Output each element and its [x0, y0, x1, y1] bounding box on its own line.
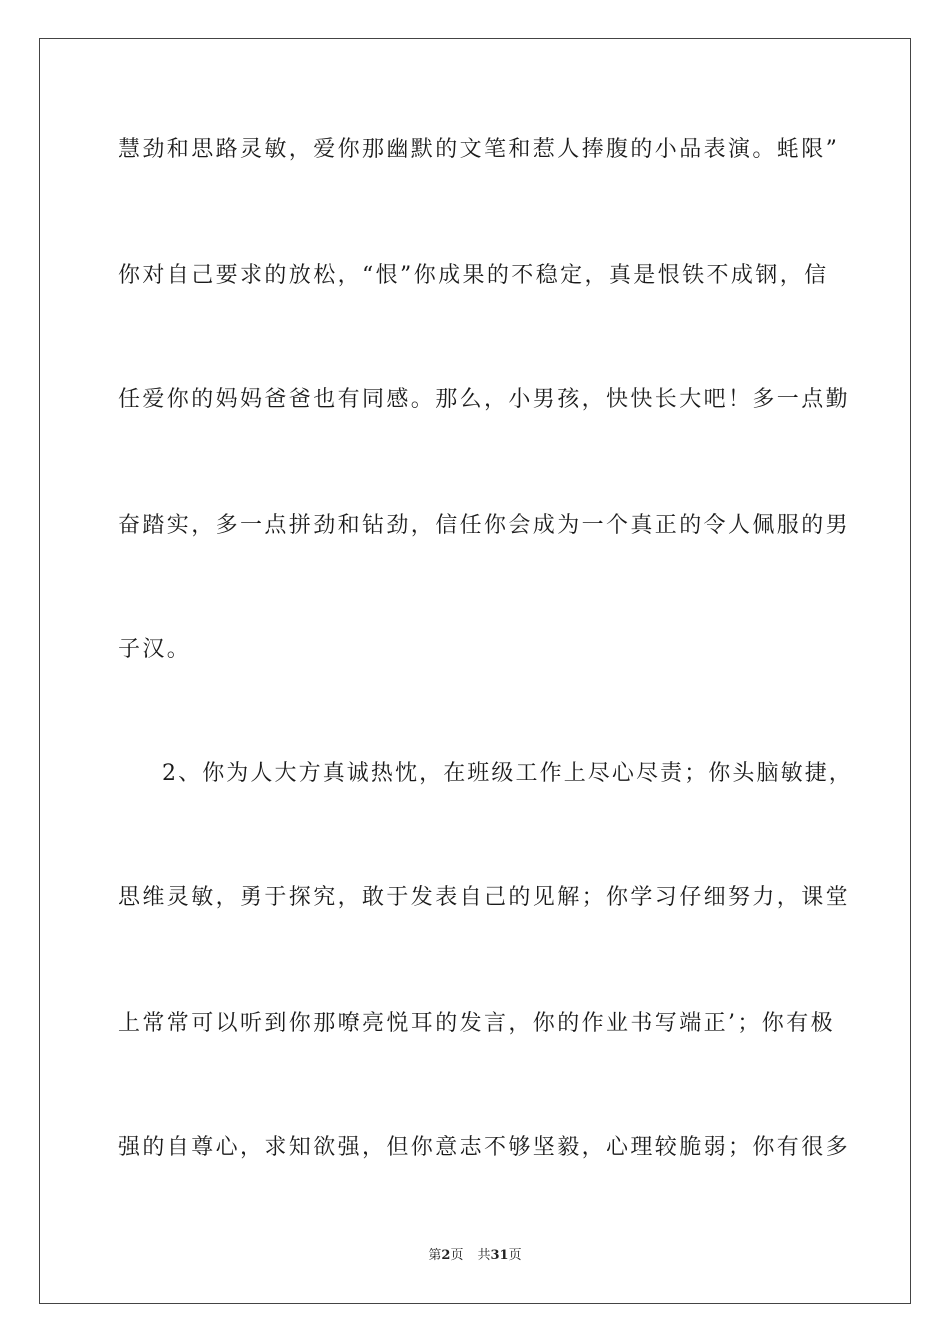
page-footer — [0, 1247, 950, 1265]
page-border — [39, 38, 911, 1304]
text-line-5: 子汉。 — [118, 637, 192, 662]
text-line-4: 奋踏实，多一点拼劲和钻劲，信任你会成为一个真正的令人佩服的男 — [118, 513, 851, 538]
text-line-9: 强的自尊心，求知欲强，但你意志不够坚毅，心理较脆弱；你有很多 — [118, 1135, 851, 1160]
page-number: 2 — [441, 1248, 451, 1263]
paragraph-2-first-line: 2、你为人大方真诚热忱，在班级工作上尽心尽责；你头脑敏捷， — [162, 761, 853, 786]
text-line-3: 任爱你的妈妈爸爸也有同感。那么，小男孩，快快长大吧！多一点勤 — [118, 387, 851, 412]
total-prefix: 共 — [477, 1248, 491, 1263]
text-line-2: 你对自己要求的放松，“恨”你成果的不稳定，真是恨铁不成钢，信 — [118, 263, 829, 288]
text-line-1: 慧劲和思路灵敏，爱你那幽默的文笔和惹人捧腹的小品表演。蚝限” — [118, 137, 840, 162]
total-suffix: 页 — [508, 1248, 522, 1263]
page-prefix: 第 — [428, 1248, 442, 1263]
text-line-8: 上常常可以听到你那嘹亮悦耳的发言，你的作业书写端正’；你有极 — [118, 1011, 835, 1036]
text-line-7: 思维灵敏，勇于探究，敢于发表自己的见解；你学习仔细努力，课堂 — [118, 885, 851, 910]
page-suffix: 页 — [450, 1248, 464, 1263]
total-pages: 31 — [490, 1248, 509, 1263]
